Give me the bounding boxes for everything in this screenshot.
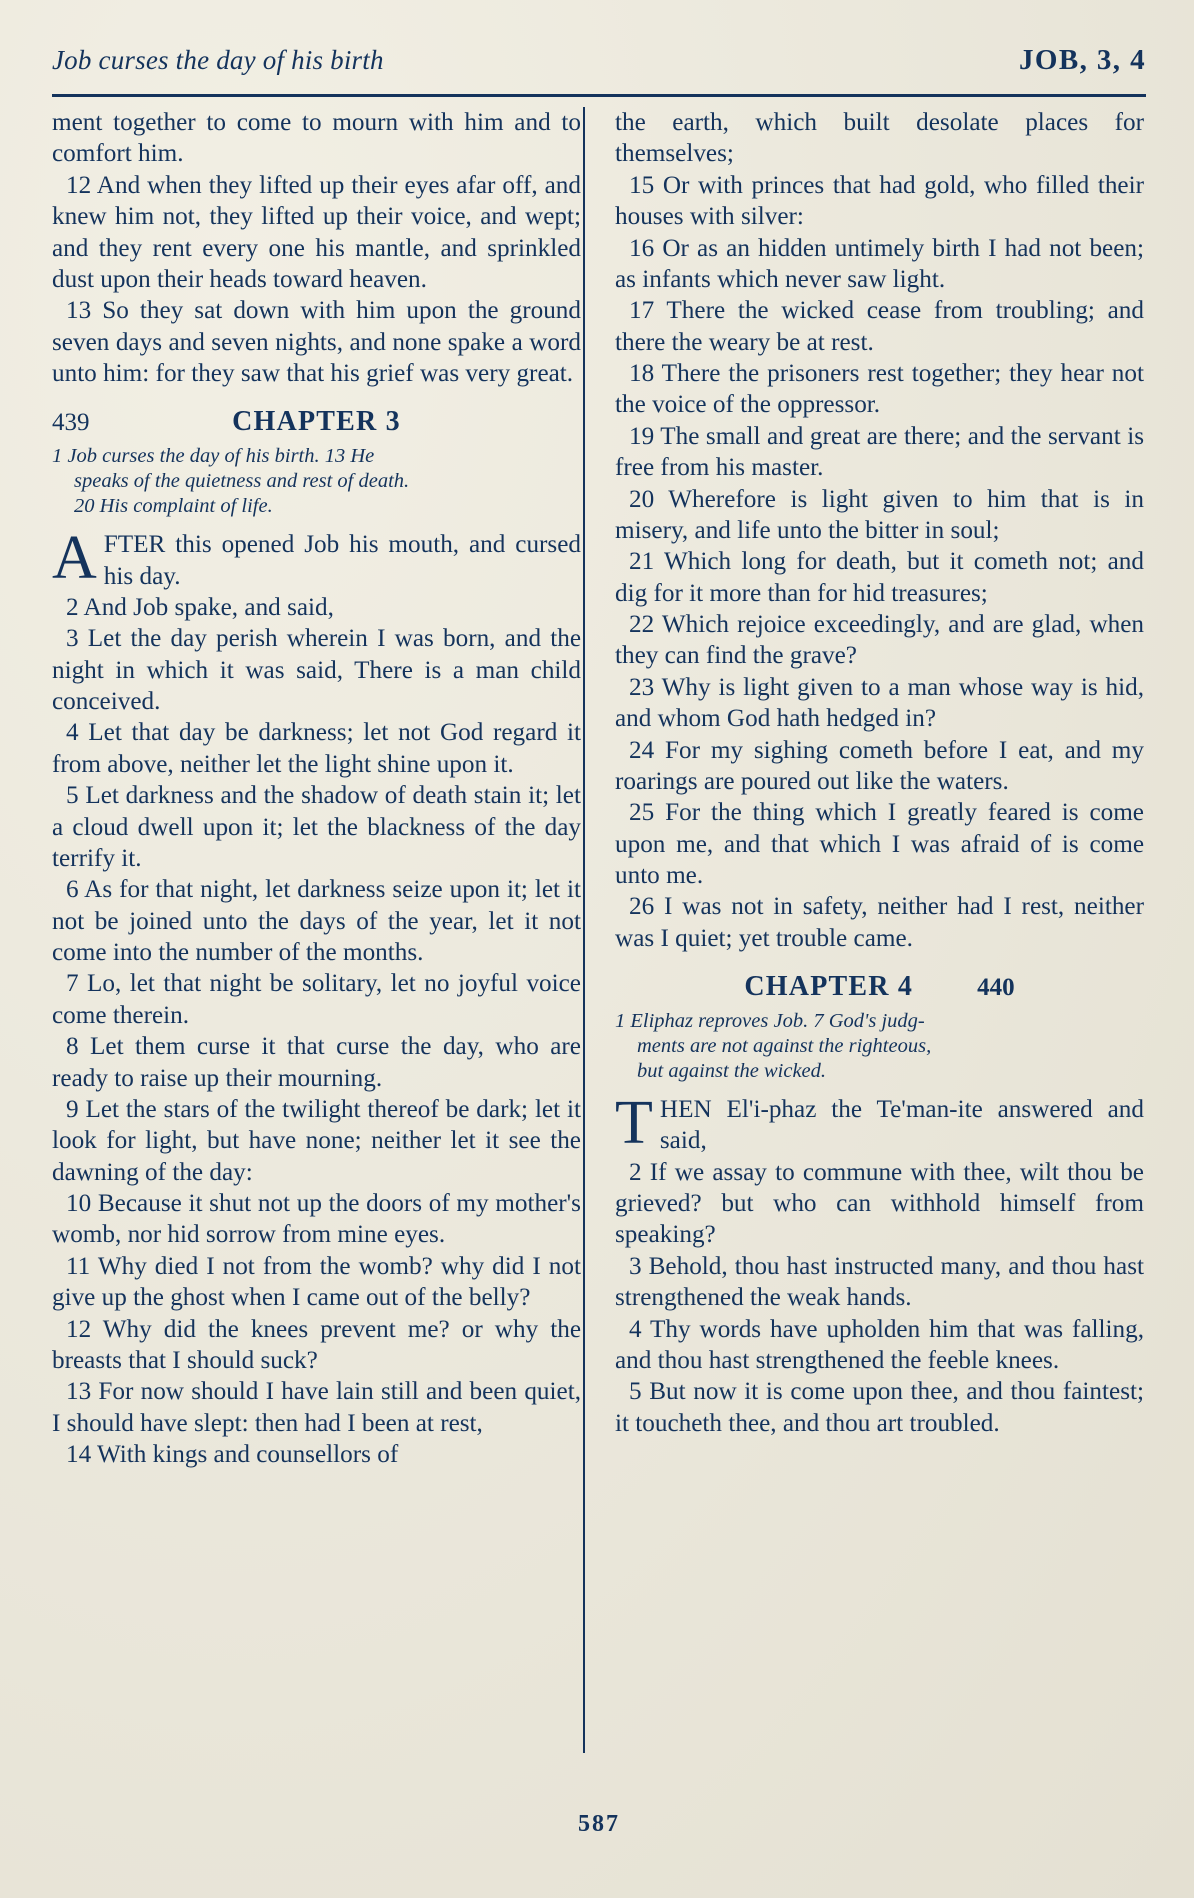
argument-line: 1 Job curses the day of his birth. 13 He (52, 445, 375, 468)
chapter-argument (615, 1009, 1144, 1084)
header-rule (52, 94, 1146, 97)
verse-paragraph-dropcap (52, 524, 581, 593)
argument-line: ments are not against the righteous, (637, 1034, 932, 1057)
verse-paragraph: 22 Which rejoice exceedingly, and are glad, when they can find the grave? (615, 611, 1144, 670)
chapter-argument (52, 444, 581, 519)
verse-paragraph: 11 Why died I not from the womb? why did I not give up the ghost when I came out of the belly? (52, 1252, 581, 1312)
running-head-left: Job curses the day of his birth (52, 45, 384, 75)
verse-paragraph: 9 Let the stars of the twilight thereof be dark; let it look for light, but have none; neither let it see the dawning of the day: (52, 1095, 581, 1186)
verse-paragraph: 19 The small and great are there; and the servant is free from his master. (615, 422, 1144, 482)
verse-paragraph: 26 I was not in safety, neither had I rest, neither was I quiet; yet trouble came. (615, 893, 1144, 952)
verse-paragraph: 24 For my sighing cometh before I eat, and my roarings are poured out like the waters. (615, 736, 1144, 795)
verse-paragraph: 18 There the prisoners rest together; they hear not the voice of the oppressor. (615, 360, 1144, 419)
chapter-title: CHAPTER 3 (232, 406, 401, 438)
chapter-title: CHAPTER 4 (744, 971, 914, 1003)
chapter-heading-4 (615, 970, 1144, 1005)
page-content (52, 44, 1146, 1854)
verse-paragraph: 14 With kings and counsellors of (66, 1441, 399, 1469)
verse-paragraph: 13 So they sat down with him upon the ground seven days and seven nights, and none spake a word unto him: for they saw that his grief was very great. (52, 297, 581, 387)
page-number-left: 439 (52, 409, 90, 437)
verse-paragraph: 20 Wherefore is light given to him that is in misery, and life unto the bitter in soul; (615, 485, 1144, 544)
left-column (52, 107, 597, 1779)
verse-paragraph: 21 Which long for death, but it cometh not; and dig for it more than for hid treasures; (615, 548, 1144, 607)
verse-paragraph: 25 For the thing which I greatly feared is come upon me, and that which I was afraid of is come unto me. (615, 799, 1144, 889)
folio-number: 587 (578, 1811, 620, 1837)
verse-paragraph: ment together to come to mourn with him and to comfort him. (52, 109, 581, 168)
page-number-right: 440 (977, 974, 1015, 1002)
verse-paragraph: 10 Because it shut not up the doors of my mother's womb, nor hid sorrow from mine eyes. (52, 1190, 581, 1249)
verse-paragraph: 2 And Job spake, and said, (66, 593, 334, 621)
verse-paragraph: 4 Let that day be darkness; let not God regard it from above, neither let the light shine upon it. (52, 719, 581, 778)
text-columns (52, 107, 1146, 1779)
verse-paragraph: 3 Let the day perish wherein I was born, and the night in which it was said, There is a man child conceived. (52, 625, 581, 716)
argument-line: but against the wicked. (637, 1059, 827, 1082)
verse-paragraph: 12 Why did the knees prevent me? or why the breasts that I should suck? (52, 1315, 581, 1374)
verse-paragraph: 16 Or as an hidden untimely birth I had not been; as infants which never saw light. (615, 234, 1144, 293)
verse-text: FTER this opened Job his mouth, and cursed his day. (103, 531, 581, 590)
verse-paragraph: 3 Behold, thou hast instructed many, and thou hast strengthened the weak hands. (615, 1252, 1144, 1312)
chapter-heading-3 (52, 405, 581, 440)
argument-line: 1 Eliphaz reproves Job. 7 God's judg- (615, 1009, 925, 1032)
verse-paragraph: 2 If we assay to commune with thee, wilt thou be grieved? but who can withhold himself from speaking? (615, 1158, 1144, 1249)
verse-paragraph: the earth, which built desolate places for themselves; (615, 109, 1144, 168)
verse-paragraph: 23 Why is light given to a man whose way is hid, and whom God hath hedged in? (615, 673, 1144, 733)
verse-paragraph-dropcap (615, 1088, 1144, 1157)
verse-paragraph: 13 For now should I have lain still and been quiet, I should have slept: then had I been at rest, (52, 1378, 581, 1437)
verse-paragraph: 6 As for that night, let darkness seize upon it; let it not be joined unto the days of the year, let it not come into the number of the months. (52, 876, 581, 967)
running-head (52, 44, 1146, 90)
verse-text: HEN El'i-phaz the Te'man-ite answered and said, (659, 1095, 1144, 1155)
drop-cap: A (52, 524, 97, 593)
verse-paragraph: 5 Let darkness and the shadow of death stain it; let a cloud dwell upon it; let the blackness of the day terrify it. (52, 782, 581, 872)
verse-paragraph: 7 Lo, let that night be solitary, let no joyful voice come therein. (52, 970, 581, 1029)
verse-paragraph: 15 Or with princes that had gold, who filled their houses with silver: (615, 171, 1144, 231)
verse-paragraph: 4 Thy words have upholden him that was falling, and thou hast strengthened the feeble knees. (615, 1315, 1144, 1374)
verse-paragraph: 12 And when they lifted up their eyes afar off, and knew him not, they lifted up their voice, and wept; and they rent every one his mantle, and sprinkled dust upon their heads toward heaven. (52, 171, 581, 293)
verse-paragraph: 8 Let them curse it that curse the day, who are ready to raise up their mourning. (52, 1033, 581, 1092)
verse-paragraph: 17 There the wicked cease from troubling; and there the weary be at rest. (615, 297, 1144, 356)
verse-paragraph: 5 But now it is come upon thee, and thou faintest; it toucheth thee, and thou art troubled. (615, 1378, 1144, 1437)
running-head-right: JOB, 3, 4 (1019, 44, 1146, 76)
right-column (597, 107, 1144, 1779)
argument-line: 20 His complaint of life. (74, 495, 273, 518)
column-divider (583, 107, 585, 1753)
drop-cap: T (615, 1088, 653, 1157)
argument-line: speaks of the quietness and rest of death. (74, 470, 410, 493)
